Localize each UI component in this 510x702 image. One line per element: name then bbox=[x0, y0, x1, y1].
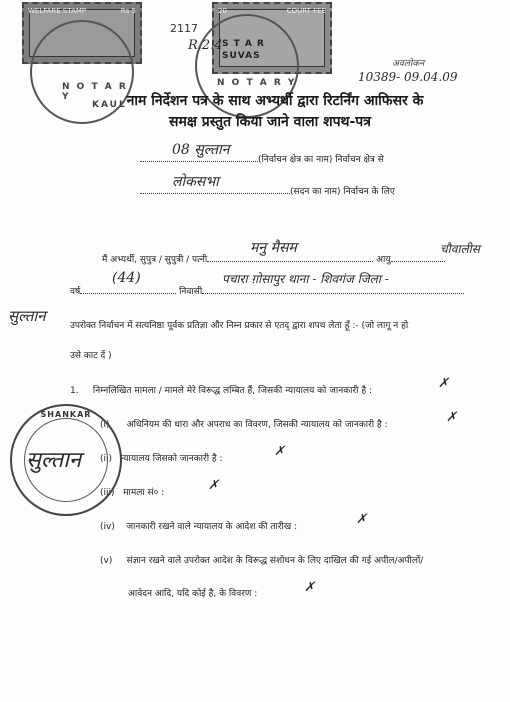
notary-seal-bottom bbox=[10, 404, 122, 516]
corner-number: 2117 bbox=[170, 22, 198, 35]
residence-value: पचारा ग़ोसापुर थाना - शिवगंज जिला - bbox=[222, 272, 389, 286]
stamp-left-value: Rs 5 bbox=[120, 7, 136, 15]
oath-line: उपरोक्त निर्वाचन में सत्यनिष्ठा पूर्वक प्रतिज्ञा और निम्न प्रकार से एतद् द्वारा शपथ लेता हूँ :- (जो लागू न हो bbox=[70, 321, 409, 331]
residence-label: निवासी bbox=[179, 287, 203, 297]
cross-mark-1: ✗ bbox=[438, 376, 449, 391]
item-iv bbox=[100, 519, 297, 532]
heading-line-1: नाम निर्देशन पत्र के साथ अभ्यर्थी द्वारा रिटर्निंग आफिसर के bbox=[126, 93, 424, 109]
corner-handwriting: R.2.4 bbox=[188, 38, 223, 53]
candidate-name-value: मनु मैसम bbox=[250, 240, 297, 256]
cross-mark-2: ✗ bbox=[446, 410, 457, 425]
age-label: आयु bbox=[376, 255, 391, 265]
seal-right-text: N O T A R Y bbox=[217, 78, 297, 88]
item-v-continued: आवेदन आदि, यदि कोई है, के विवरण : bbox=[128, 589, 258, 599]
item-ii-text: न्यायालय जिसको जानकारी है : bbox=[120, 454, 223, 464]
item-1-number: 1. bbox=[70, 386, 79, 396]
years-label: वर्ष bbox=[70, 287, 81, 297]
oath-line-2: उसे काट दें ) bbox=[70, 351, 112, 361]
cross-mark-5: ✗ bbox=[356, 512, 367, 527]
seal-bottom-text: SHANKAR bbox=[40, 410, 92, 419]
seal-left-text: N O T A R Y bbox=[62, 82, 128, 102]
seal-signature: सुल्तान bbox=[26, 448, 82, 473]
item-iii-number: (iii) bbox=[100, 488, 115, 498]
item-1 bbox=[70, 383, 372, 396]
house-value: लोकसभा bbox=[172, 174, 219, 190]
cross-mark-6: ✗ bbox=[304, 580, 315, 595]
item-iii-text: मामला सं० : bbox=[123, 488, 165, 498]
item-i-number: (i) bbox=[100, 420, 110, 430]
years-value: (44) bbox=[112, 270, 141, 286]
cross-mark-3: ✗ bbox=[274, 444, 285, 459]
stamp-overprint-2: SUVAS bbox=[222, 51, 261, 61]
item-iv-number: (iv) bbox=[100, 522, 115, 532]
stamp-right-label: COURT FEE bbox=[286, 7, 326, 15]
reference-number: 10389- 09.04.09 bbox=[358, 70, 458, 84]
item-v-text: संज्ञान रखने वाले उपरोक्त आदेश के विरूद्ध संशोधन के लिए दाखिल की गई अपील/अपीलों/ bbox=[126, 556, 424, 566]
constituency-value: 08 सुल्तान bbox=[172, 142, 230, 158]
stamp-overprint-1: S T A R bbox=[222, 39, 265, 49]
candidate-prefix: मैं अभ्यर्थी, सुपुत्र / सुपुत्री / पत्नी bbox=[102, 255, 208, 265]
item-i-text: अधिनियम की धारा और अपराध का विवरण, जिसकी न्यायालय को जानकारी है : bbox=[126, 420, 388, 430]
cross-mark-4: ✗ bbox=[208, 478, 219, 493]
stamp-right-value: 20 bbox=[218, 7, 227, 15]
constituency-suffix: (निर्वाचन क्षेत्र का नाम) निर्वाचन क्षेत्र से bbox=[258, 155, 384, 165]
item-ii-number: (ii) bbox=[100, 454, 113, 464]
item-v bbox=[100, 553, 423, 566]
item-iv-text: जानकारी रखने वाले न्यायालय के आदेश की तारीख : bbox=[126, 522, 298, 532]
stamp-left-label: WELFARE STAMP bbox=[28, 7, 87, 15]
item-i bbox=[100, 417, 388, 430]
age-value: चौवालीस bbox=[440, 242, 480, 256]
house-suffix: (सदन का नाम) निर्वाचन के लिए bbox=[290, 187, 395, 197]
item-1-text: निम्नलिखित मामला / मामले मेरे विरूद्ध लम्बित हैं, जिसकी न्यायालय को जानकारी है : bbox=[92, 386, 373, 396]
margin-handwriting: सुल्तान bbox=[8, 307, 46, 325]
seal-left-sub: KAUL bbox=[92, 100, 127, 110]
item-v-number: (v) bbox=[100, 556, 113, 566]
heading-line-2: समक्ष प्रस्तुत किया जाने वाला शपथ-पत्र bbox=[169, 114, 371, 130]
top-right-note: अवलोकन bbox=[392, 59, 425, 69]
